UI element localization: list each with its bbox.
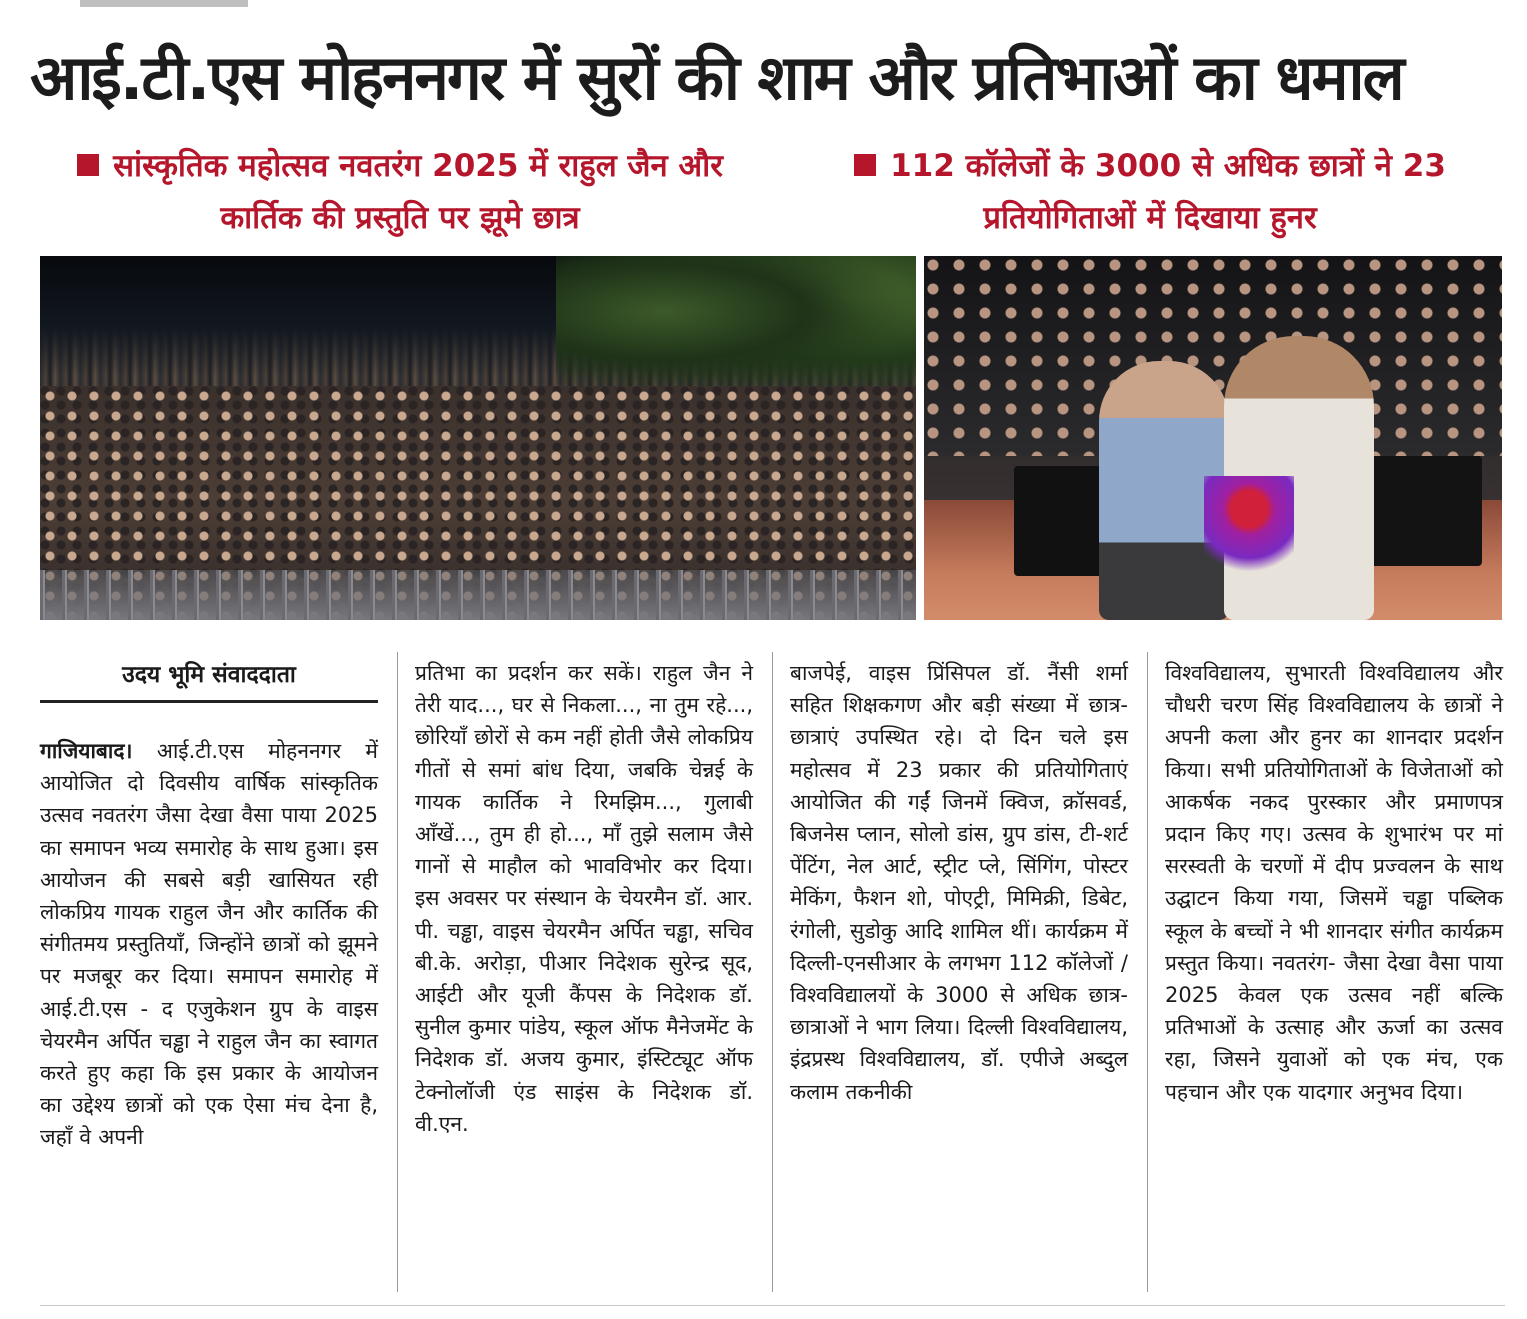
article-column-1 xyxy=(40,735,378,1154)
byline-underline xyxy=(40,700,378,703)
page-top-tab xyxy=(80,0,248,7)
photo-barricade xyxy=(40,570,916,620)
column-divider xyxy=(1147,652,1148,1292)
photo-trees xyxy=(556,256,916,396)
column-3-text: बाजपेई, वाइस प्रिंसिपल डॉ. नैंसी शर्मा सहित शिक्षकगण और बड़ी संख्या में छात्र-छात्राएं उपस्थित रहे। दो दिन चले इस महोत्सव में 23 प्रकार की प्रतियोगिताएं आयोजित की गईं जिनमें क्विज, क्रॉसवर्ड, बिजनेस प्लान, सोलो डांस, ग्रुप डांस, टी-शर्ट पेंटिंग, नेल आर्ट, स्ट्रीट प्ले, सिंगिंग, पोस्टर मेकिंग, फैशन शो, पोएट्री, मिमिक्री, डिबेट, रंगोली, सुडोकु आदि शामिल थीं। कार्यक्रम में दिल्ली-एनसीआर के लगभग 112 कॉलेजों /विश्वविद्यालयों के 3000 से अधिक छात्र-छात्राओं ने भाग लिया। दिल्ली विश्वविद्यालय, इंद्रप्रस्थ विश्वविद्यालय, डॉ. एपीजे अब्दुल कलाम तकनीकी xyxy=(790,661,1128,1104)
photo-flower-bouquet xyxy=(1204,476,1294,586)
photo-stage-welcome xyxy=(924,256,1502,620)
page-bottom-rule xyxy=(40,1305,1505,1306)
subheadline-right xyxy=(800,140,1500,250)
column-4-text: विश्वविद्यालय, सुभारती विश्वविद्यालय और चौधरी चरण सिंह विश्वविद्यालय के छात्रों ने अपनी कला और हुनर का शानदार प्रदर्शन किया। सभी प्रतियोगिताओं के विजेताओं को आकर्षक नकद पुरस्कार और प्रमाणपत्र प्रदान किए गए। उत्सव के शुभारंभ पर मां सरस्वती के चरणों में दीप प्रज्वलन के साथ उद्घाटन किया गया, जिसमें चड्ढा पब्लिक स्कूल के बच्चों ने भी शानदार संगीत कार्यक्रम प्रस्तुत किया। नवतरंग- जैसा देखा वैसा पाया 2025 केवल एक उत्सव नहीं बल्कि प्रतिभाओं के उत्साह और ऊर्जा का उत्सव रहा, जिसने युवाओं को एक मंच, एक पहचान और एक यादगार अनुभव दिया। xyxy=(1165,661,1503,1104)
byline: उदय भूमि संवाददाता xyxy=(122,662,296,688)
subheadline-right-text: 112 कॉलेजों के 3000 से अधिक छात्रों ने 23 प्रतियोगिताओं में दिखाया हुनर xyxy=(890,148,1446,236)
square-bullet-icon xyxy=(77,154,99,176)
article-column-3 xyxy=(790,657,1128,1108)
column-divider xyxy=(397,652,398,1292)
photo-crowd xyxy=(40,256,916,620)
dateline: गाजियाबाद। xyxy=(40,739,133,763)
article-column-4 xyxy=(1165,657,1503,1108)
column-divider xyxy=(772,652,773,1292)
article-headline: आई.टी.एस मोहननगर में सुरों की शाम और प्रतिभाओं का धमाल xyxy=(30,41,1403,114)
subheadline-left xyxy=(50,140,750,250)
square-bullet-icon xyxy=(854,154,876,176)
article-column-2 xyxy=(415,657,753,1140)
column-2-text: प्रतिभा का प्रदर्शन कर सकें। राहुल जैन ने तेरी याद..., घर से निकला..., ना तुम रहे..., छोरियाँ छोरों से कम नहीं होती जैसे लोकप्रिय गीतों से समां बांध दिया, जबकि चेन्नई के गायक कार्तिक ने रिमझिम..., गुलाबी आँखें..., तुम ही हो..., माँ तुझे सलाम जैसे गानों से माहौल को भावविभोर कर दिया। इस अवसर पर संस्थान के चेयरमैन डॉ. आर. पी. चड्ढा, वाइस चेयरमैन अर्पित चड्ढा, सचिव बी.के. अरोड़ा, पीआर निदेशक सुरेन्द्र सूद, आईटी और यूजी कैंपस के निदेशक डॉ. सुनील कुमार पांडेय, स्कूल ऑफ मैनेजमेंट के निदेशक डॉ. अजय कुमार, इंस्टिट्यूट ऑफ टेक्नोलॉजी एंड साइंस के निदेशक डॉ. वी.एन. xyxy=(415,661,753,1136)
subheadline-left-text: सांस्कृतिक महोत्सव नवतरंग 2025 में राहुल जैन और कार्तिक की प्रस्तुति पर झूमे छात्र xyxy=(113,148,723,236)
column-1-text: आई.टी.एस मोहननगर में आयोजित दो दिवसीय वार्षिक सांस्कृतिक उत्सव नवतरंग जैसा देखा वैसा पाया 2025 का समापन भव्य समारोह के साथ हुआ। इस आयोजन की सबसे बड़ी खासियत रही लोकप्रिय गायक राहुल जैन और कार्तिक की संगीतमय प्रस्तुतियाँ, जिन्होंने छात्रों को झूमने पर मजबूर कर दिया। समापन समारोह में आई.टी.एस - द एजुकेशन ग्रुप के वाइस चेयरमैन अर्पित चड्ढा ने राहुल जैन का स्वागत करते हुए कहा कि इस प्रकार के आयोजन का उद्देश्य छात्रों को एक ऐसा मंच देना है, जहाँ वे अपनी xyxy=(40,739,378,1150)
